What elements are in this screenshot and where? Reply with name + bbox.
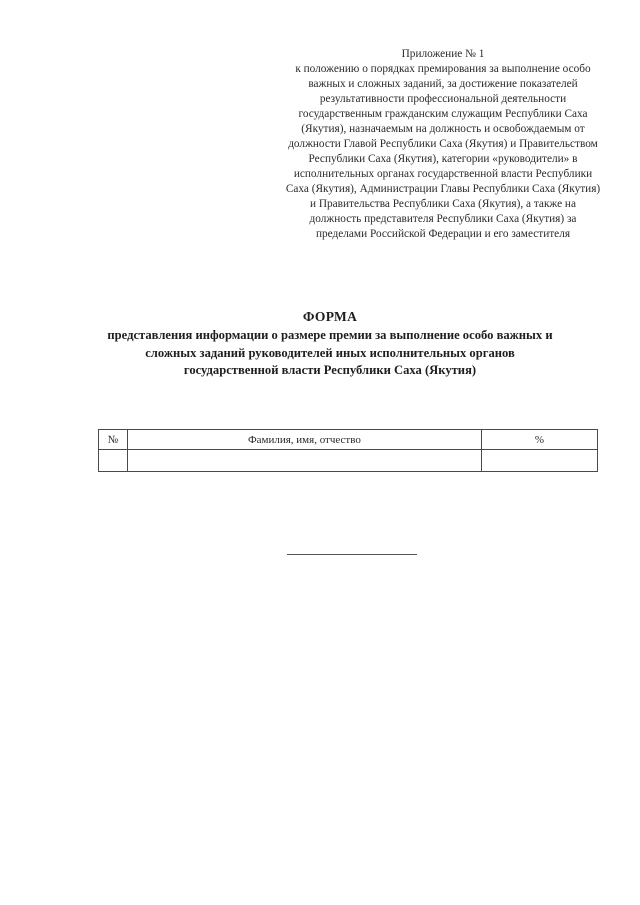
- end-divider: [287, 554, 417, 555]
- appendix-block: [283, 47, 603, 242]
- appendix-title: Приложение № 1: [401, 48, 485, 60]
- column-header-full-name: Фамилия, имя, отчество: [127, 430, 481, 450]
- column-header-percent: %: [481, 430, 597, 450]
- cell-full-name[interactable]: [127, 450, 481, 472]
- form-heading: [100, 308, 560, 380]
- cell-number[interactable]: [99, 450, 128, 472]
- bonus-table: [98, 429, 598, 472]
- appendix-description: к положению о порядках премирования за выполнение особо важных и сложных заданий, за достижение показателей результативности профессиональной деятельности государственным гражданским служащим Республики Саха (Якутия), назначаемым на должность и освобождаемым от должности Главой Республики Саха (Якутия) и Правительством Республики Саха (Якутия), категории «руководители» в исполнительных органах государственной власти Республики Саха (Якутия), Администрации Главы Республики Саха (Якутия) и Правительства Республики Саха (Якутия), а также на должность представителя Республики Саха (Якутия) за пределами Российской Федерации и его заместителя: [285, 63, 601, 240]
- column-header-number: №: [99, 430, 128, 450]
- form-title: ФОРМА: [302, 309, 358, 324]
- cell-percent[interactable]: [481, 450, 597, 472]
- table-header-row: [99, 430, 598, 450]
- table-row: [99, 450, 598, 472]
- form-subtitle: представления информации о размере премии за выполнение особо важных и сложных заданий руководителей иных исполнительных органов государственной власти Республики Саха (Якутия): [107, 328, 553, 377]
